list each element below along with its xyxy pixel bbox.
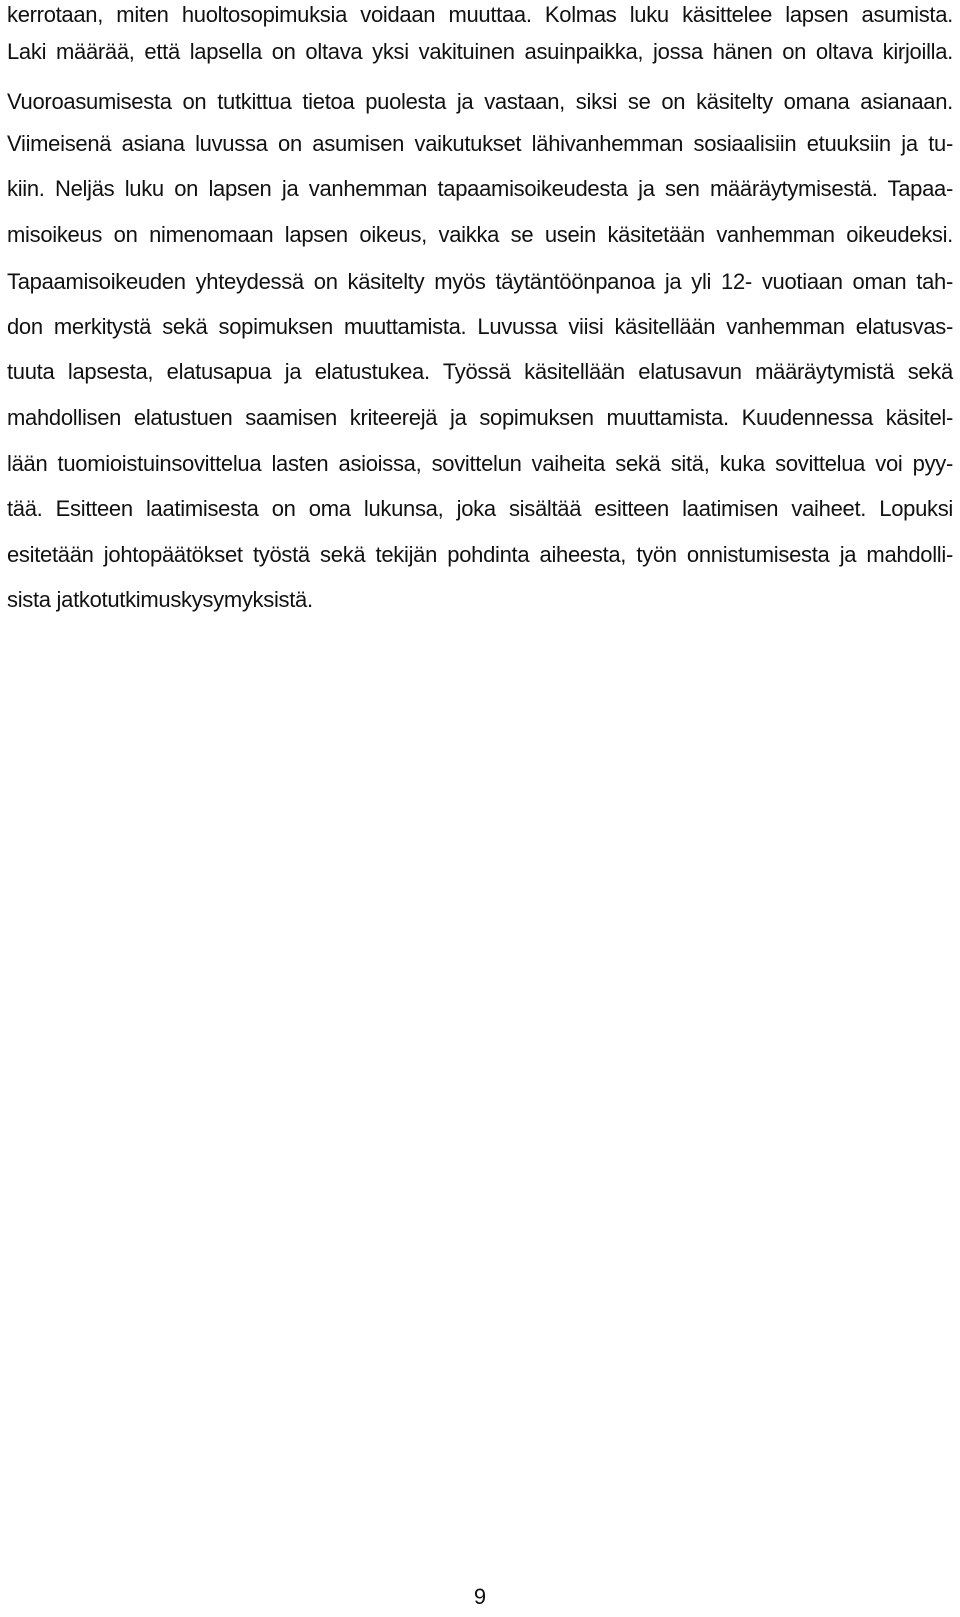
text-line: lään tuomioistuinsovittelua lasten asioissa, sovittelun vaiheita sekä sitä, kuka sovittelua voi pyy- bbox=[7, 451, 953, 476]
text-line: Tapaamisoikeuden yhteydessä on käsitelty myös täytäntöönpanoa ja yli 12- vuotiaan oman tah- bbox=[7, 269, 953, 294]
text-line: kerrotaan, miten huoltosopimuksia voidaan muuttaa. Kolmas luku käsittelee lapsen asumista. bbox=[7, 2, 953, 27]
text-line: Vuoroasumisesta on tutkittua tietoa puolesta ja vastaan, siksi se on käsitelty omana asianaan. bbox=[7, 89, 953, 114]
text-line: kiin. Neljäs luku on lapsen ja vanhemman tapaamisoikeudesta ja sen määräytymisestä. Tapaa- bbox=[7, 176, 953, 201]
text-line: esitetään johtopäätökset työstä sekä tekijän pohdinta aiheesta, työn onnistumisesta ja mahdolli- bbox=[7, 542, 953, 567]
text-line: Viimeisenä asiana luvussa on asumisen vaikutukset lähivanhemman sosiaalisiin etuuksiin ja tu- bbox=[7, 131, 953, 156]
text-line: tää. Esitteen laatimisesta on oma lukunsa, joka sisältää esitteen laatimisen vaiheet. Lopuksi bbox=[7, 496, 953, 521]
text-line: misoikeus on nimenomaan lapsen oikeus, vaikka se usein käsitetään vanhemman oikeudeksi. bbox=[7, 222, 953, 247]
page-number: 9 bbox=[473, 1584, 487, 1609]
text-line: Laki määrää, että lapsella on oltava yksi vakituinen asuinpaikka, jossa hänen on oltava kirjoilla. bbox=[7, 39, 953, 64]
text-line: don merkitystä sekä sopimuksen muuttamista. Luvussa viisi käsitellään vanhemman elatusvas- bbox=[7, 314, 953, 339]
text-line: tuuta lapsesta, elatusapua ja elatustukea. Työssä käsitellään elatusavun määräytymistä sekä bbox=[7, 359, 953, 384]
text-line: mahdollisen elatustuen saamisen kriteerejä ja sopimuksen muuttamista. Kuudennessa käsitel- bbox=[7, 405, 953, 430]
text-line: sista jatkotutkimuskysymyksistä. bbox=[7, 587, 313, 612]
